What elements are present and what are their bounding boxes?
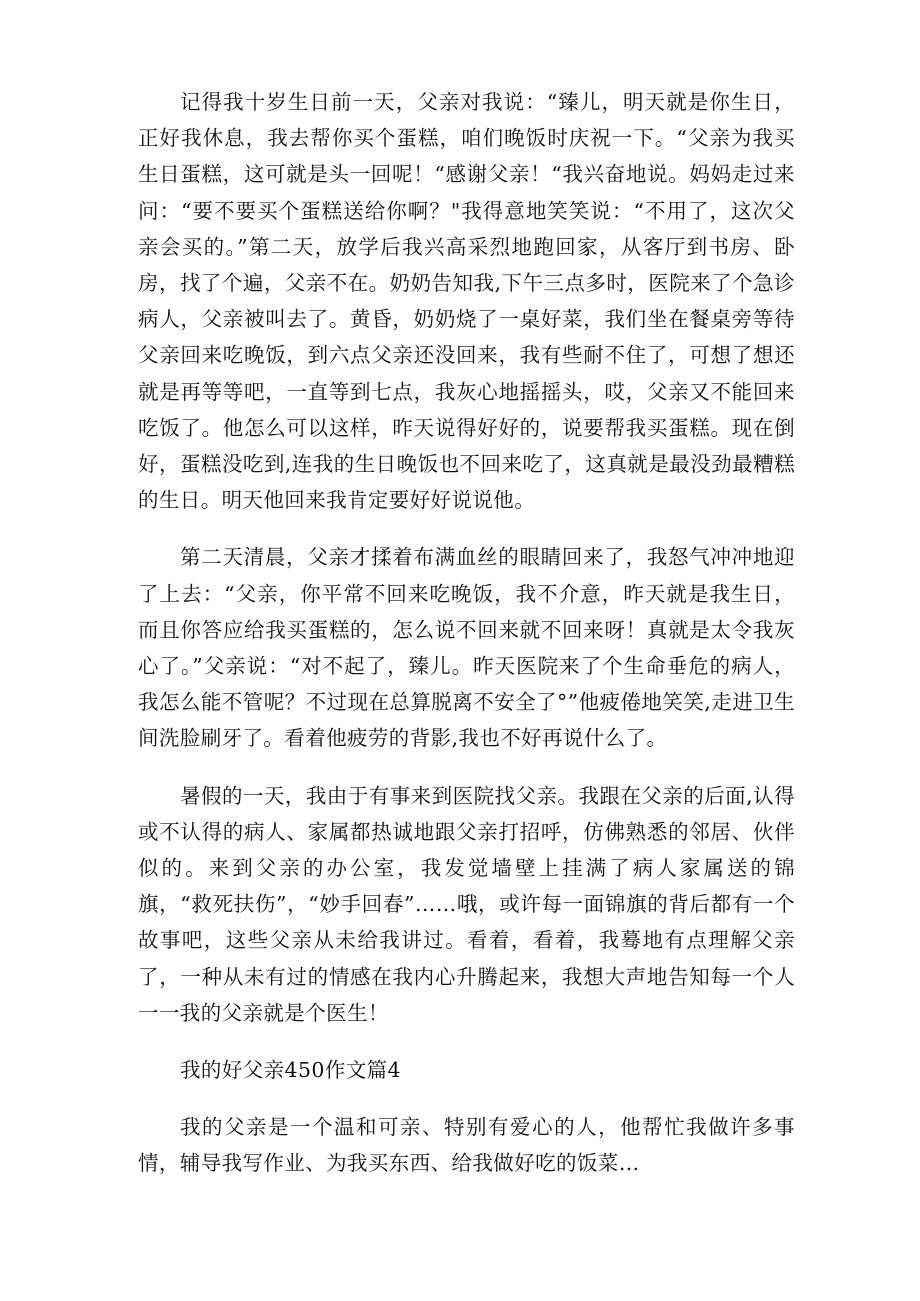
- paragraph-next-morning: 第二天清晨，父亲才揉着布满血丝的眼睛回来了，我怒气冲冲地迎了上去：“父亲，你平常不回来吃晚饭，我不介意，昨天就是我生日，而且你答应给我买蛋糕的，怎么说不回来就不回来呀！真就是太令我灰心了。”父亲说：“对不起了，臻儿。昨天医院来了个生命垂危的病人，我怎么能不管呢？不过现在总算脱离不安全了°”他疲倦地笑笑,走进卫生间洗脸刷牙了。看着他疲劳的背影,我也不好再说什么了。: [138, 545, 795, 751]
- paragraph-essay-4-intro: 我的父亲是一个温和可亲、特别有爱心的人，他帮忙我做许多事情，辅导我写作业、为我买东西、给我做好吃的饭菜…: [138, 1115, 795, 1176]
- section-heading: 我的好父亲450作文篇4: [180, 1058, 401, 1083]
- document-body: [138, 84, 795, 1182]
- paragraph-hospital-visit: 暑假的一天，我由于有事来到医院找父亲。我跟在父亲的后面,认得或不认得的病人、家属都热诚地跟父亲打招呼，仿佛熟悉的邻居、伙伴似的。来到父亲的办公室，我发觉墙壁上挂满了病人家属送的锦旗，“救死扶伤”，“妙手回春”……哦，或许每一面锦旗的背后都有一个故事吧，这些父亲从未给我讲过。看着，看着，我蓦地有点理解父亲了，一种从未有过的情感在我内心升腾起来，我想大声地告知每一个人一一我的父亲就是个医生！: [138, 783, 795, 1025]
- paragraph-birthday-story: 记得我十岁生日前一天，父亲对我说：“臻儿，明天就是你生日，正好我休息，我去帮你买个蛋糕，咱们晚饭时庆祝一下。“父亲为我买生日蛋糕，这可就是头一回呢！“感谢父亲！“我兴奋地说。妈妈走过来问：“要不要买个蛋糕送给你啊？"我得意地笑笑说：“不用了，这次父亲会买的。”第二天，放学后我兴高采烈地跑回家，从客厅到书房、卧房，找了个遍，父亲不在。奶奶告知我,下午三点多时，医院来了个急诊病人，父亲被叫去了。黄昏，奶奶烧了一桌好菜，我们坐在餐桌旁等待父亲回来吃晚饭，到六点父亲还没回来，我有些耐不住了，可想了想还就是再等等吧，一直等到七点，我灰心地摇摇头，哎，父亲又不能回来吃饭了。他怎么可以这样，昨天说得好好的，说要帮我买蛋糕。现在倒好，蛋糕没吃到,连我的生日晚饭也不回来吃了，这真就是最没劲最糟糕的生日。明天他回来我肯定要好好说说他。: [138, 90, 795, 513]
